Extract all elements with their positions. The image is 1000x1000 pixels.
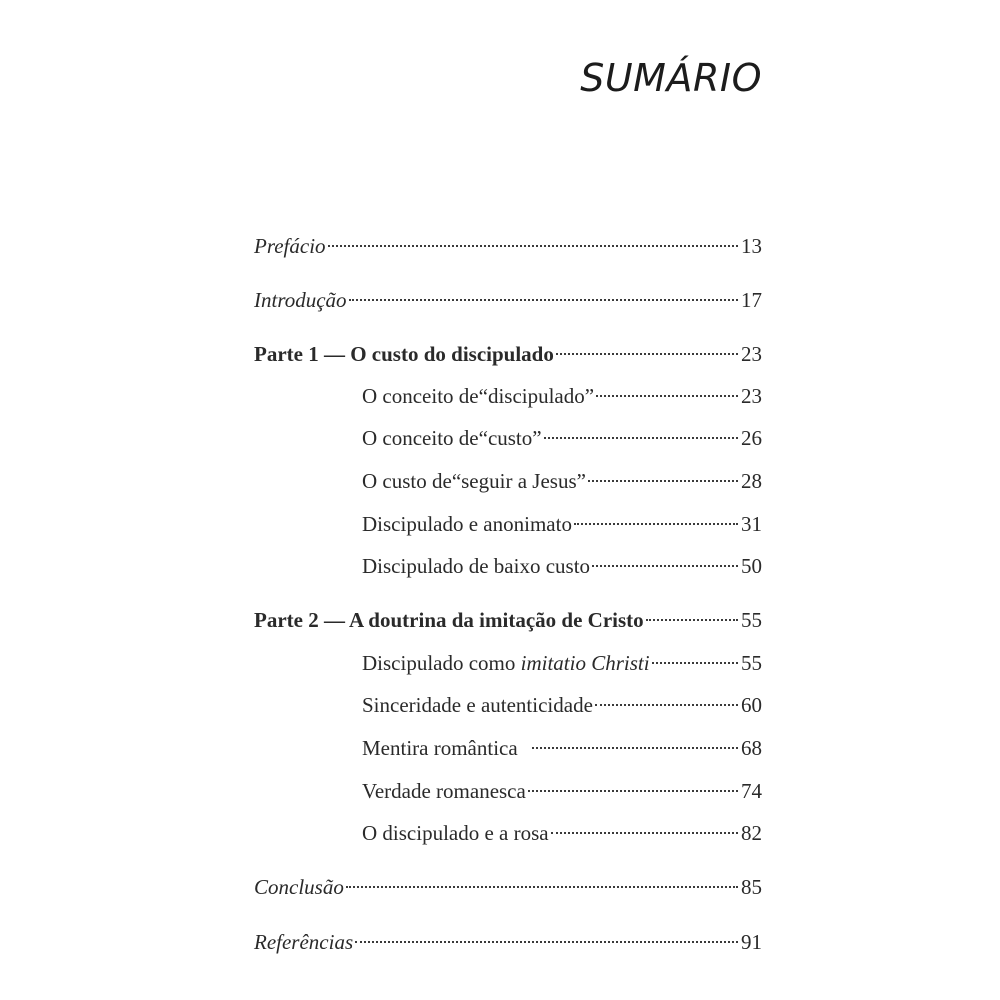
- toc-entry-label: Discipulado de baixo custo: [362, 554, 591, 578]
- page-title: SUMÁRIO: [580, 56, 762, 100]
- toc-entry-page: 26: [741, 426, 762, 450]
- toc-entry-label: O conceito de“custo”: [362, 426, 542, 450]
- toc-entry-label: Verdade romanesca: [362, 779, 526, 803]
- toc-entry-conceito-discipulado: [254, 381, 762, 411]
- toc-entry-page: 82: [741, 821, 762, 845]
- dot-leader: [588, 480, 738, 482]
- toc-entry-prefacio: [254, 231, 762, 261]
- toc-entry-custo-seguir-jesus: [254, 466, 762, 496]
- toc-entry-page: 50: [741, 554, 762, 578]
- toc-entry-page: 91: [741, 930, 762, 954]
- toc-entry-mentira-romantica: [254, 733, 762, 763]
- dot-leader: [556, 353, 738, 355]
- toc-entry-parte-2: [254, 605, 762, 635]
- toc-entry-page: 60: [741, 693, 762, 717]
- toc-entry-page: 17: [741, 288, 762, 312]
- toc-entry-page: 13: [741, 234, 762, 258]
- dot-leader: [349, 299, 738, 301]
- dot-leader: [532, 747, 738, 749]
- toc-entry-label-italic: imitatio Christi: [520, 651, 650, 675]
- toc-entry-introducao: [254, 285, 762, 315]
- dot-leader: [574, 523, 738, 525]
- toc-entry-label: Parte 1 — O custo do discipulado: [254, 342, 554, 366]
- toc-entry-page: 55: [741, 608, 762, 632]
- dot-leader: [595, 704, 738, 706]
- toc-entry-page: 28: [741, 469, 762, 493]
- dot-leader: [551, 832, 738, 834]
- toc-entry-page: 23: [741, 384, 762, 408]
- dot-leader: [544, 437, 738, 439]
- toc-entry-page: 23: [741, 342, 762, 366]
- dot-leader: [596, 395, 738, 397]
- toc-entry-label-plain: Discipulado como: [362, 651, 521, 675]
- toc-entry-label: Mentira romântica: [362, 736, 518, 760]
- toc-entry-label: Conclusão: [254, 875, 344, 899]
- toc-entry-discipulado-rosa: [254, 818, 762, 848]
- toc-entry-label: O conceito de“discipulado”: [362, 384, 595, 408]
- toc-entry-page: 68: [741, 736, 762, 760]
- toc-entry-page: 31: [741, 512, 762, 536]
- toc-entry-page: 85: [741, 875, 762, 899]
- toc-entry-verdade-romanesca: [254, 776, 762, 806]
- toc-entry-conceito-custo: [254, 423, 762, 453]
- toc-entry-sinceridade-autenticidade: [254, 690, 762, 720]
- toc-entry-conclusao: [254, 872, 762, 902]
- toc-entry-label: [362, 648, 650, 678]
- table-of-contents: [254, 0, 762, 1000]
- toc-entry-discipulado-anonimato: [254, 509, 762, 539]
- toc-entry-page: 55: [741, 651, 762, 675]
- toc-entry-referencias: [254, 927, 762, 957]
- toc-entry-parte-1: [254, 339, 762, 369]
- toc-entry-discipulado-baixo-custo: [254, 551, 762, 581]
- toc-entry-imitatio-christi: [254, 648, 762, 678]
- toc-entry-label: Referências: [254, 930, 354, 954]
- toc-entry-label: Sinceridade e autenticidade: [362, 693, 593, 717]
- dot-leader: [652, 662, 738, 664]
- toc-entry-label: O custo de“seguir a Jesus”: [362, 469, 586, 493]
- toc-entry-label: O discipulado e a rosa: [362, 821, 549, 845]
- toc-entry-page: 74: [741, 779, 762, 803]
- toc-entry-label: Parte 2 — A doutrina da imitação de Cristo: [254, 608, 644, 632]
- toc-entry-label: Discipulado e anonimato: [362, 512, 572, 536]
- dot-leader: [646, 619, 738, 621]
- toc-entry-label: Prefácio: [254, 234, 326, 258]
- dot-leader: [528, 790, 738, 792]
- dot-leader: [355, 941, 738, 943]
- toc-entry-label: Introdução: [254, 288, 347, 312]
- dot-leader: [328, 245, 738, 247]
- dot-leader: [592, 565, 738, 567]
- dot-leader: [346, 886, 738, 888]
